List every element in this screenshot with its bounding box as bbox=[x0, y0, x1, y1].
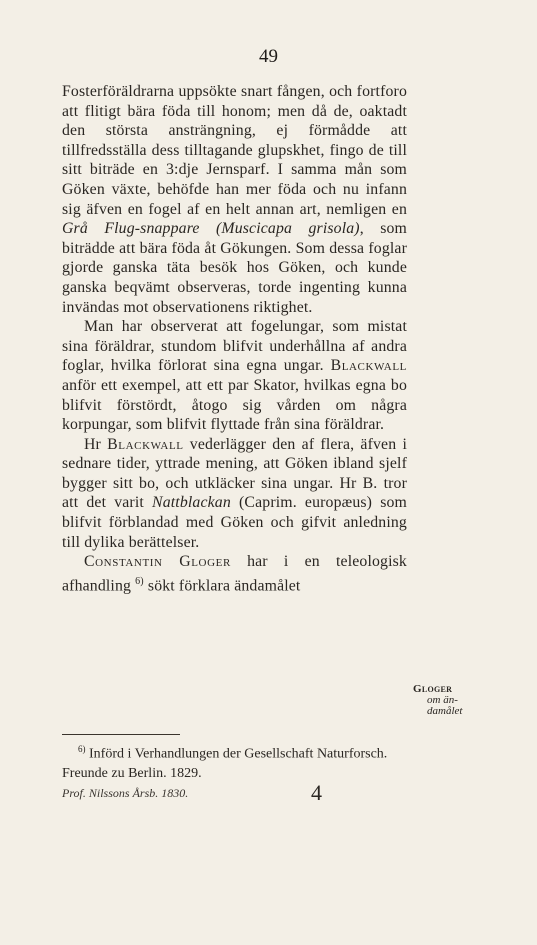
page-number: 49 bbox=[259, 46, 278, 67]
text-segment: , som biträdde att bära föda åt Gökungen. Som dessa foglar gjorde ganska täta besök hos Göken, och kunde ganska beqvämt observeras, torde ingenting kunna invändas mot observationens riktighet. bbox=[62, 220, 407, 316]
text-segment: Nattblackan bbox=[152, 494, 231, 512]
handwritten-note: Prof. Nilssons Årsb. 1830. bbox=[62, 786, 189, 800]
body-text bbox=[62, 82, 407, 596]
text-segment: vederlägger den af flera, äfven i sednare tider, yttrade mening, att Göken ibland sjelf bygger sitt bo, och utkläcker sina ungar. Hr B. tror att det varit bbox=[62, 435, 407, 512]
footnote-rule bbox=[62, 734, 180, 735]
text-segment: sökt förklara ändamålet bbox=[143, 577, 301, 595]
footnote-marker: 6) bbox=[78, 744, 86, 754]
text-segment: Blackwall bbox=[107, 435, 184, 453]
text-segment: Blackwall bbox=[330, 357, 407, 375]
paragraph bbox=[62, 82, 407, 317]
text-segment: Fosterföräldrarna uppsökte snart fången, och fortforo att flitigt bära föda till honom; men då de, oaktadt den största ansträngning, ej förmådde att tillfredsställa dess tilltagande glupskhet, fingo de till sitt biträde en 3:dje Jernsparf. I samma mån som Göken växte, behöfde han mer föda och nu infann sig äfven en fogel af en helt annan art, nemligen en bbox=[62, 83, 407, 218]
footnote-text: Införd i Verhandlungen der Gesellschaft Naturforsch. Freunde zu Berlin. 1829. bbox=[62, 746, 388, 781]
margin-note bbox=[413, 684, 483, 717]
text-segment: Man har observerat att fogelungar, som mistat sina föräldrar, stundom blifvit underhållna af andra foglar, hvilka förlorat sina egna ungar. bbox=[62, 318, 407, 375]
handwritten-mark: 4 bbox=[311, 780, 322, 805]
text-segment: Constantin Gloger bbox=[84, 553, 231, 571]
paragraph bbox=[62, 317, 407, 435]
paragraph bbox=[62, 435, 407, 553]
margin-note-line-2: damålet bbox=[427, 705, 463, 717]
text-segment: 6) bbox=[135, 575, 144, 587]
margin-note-head: Gloger bbox=[413, 683, 453, 695]
text-segment: Hr bbox=[84, 435, 108, 453]
footnote bbox=[62, 740, 407, 783]
margin-note-line-1: om än- bbox=[427, 694, 458, 706]
text-segment: har i en teleologisk afhandling bbox=[62, 553, 407, 595]
paragraph bbox=[62, 552, 407, 595]
text-segment: (Caprim. europæus) som blifvit förblandad med Göken och gifvit anledning till dylika berättelser. bbox=[62, 494, 407, 551]
text-segment: Grå Flug-snappare (Muscicapa grisola) bbox=[62, 220, 360, 238]
text-segment: anför ett exempel, att ett par Skator, hvilkas egna bo blifvit förstördt, åtogo sig vården om några korpungar, som blifvit flyttade från sina föräldrar. bbox=[62, 376, 407, 434]
